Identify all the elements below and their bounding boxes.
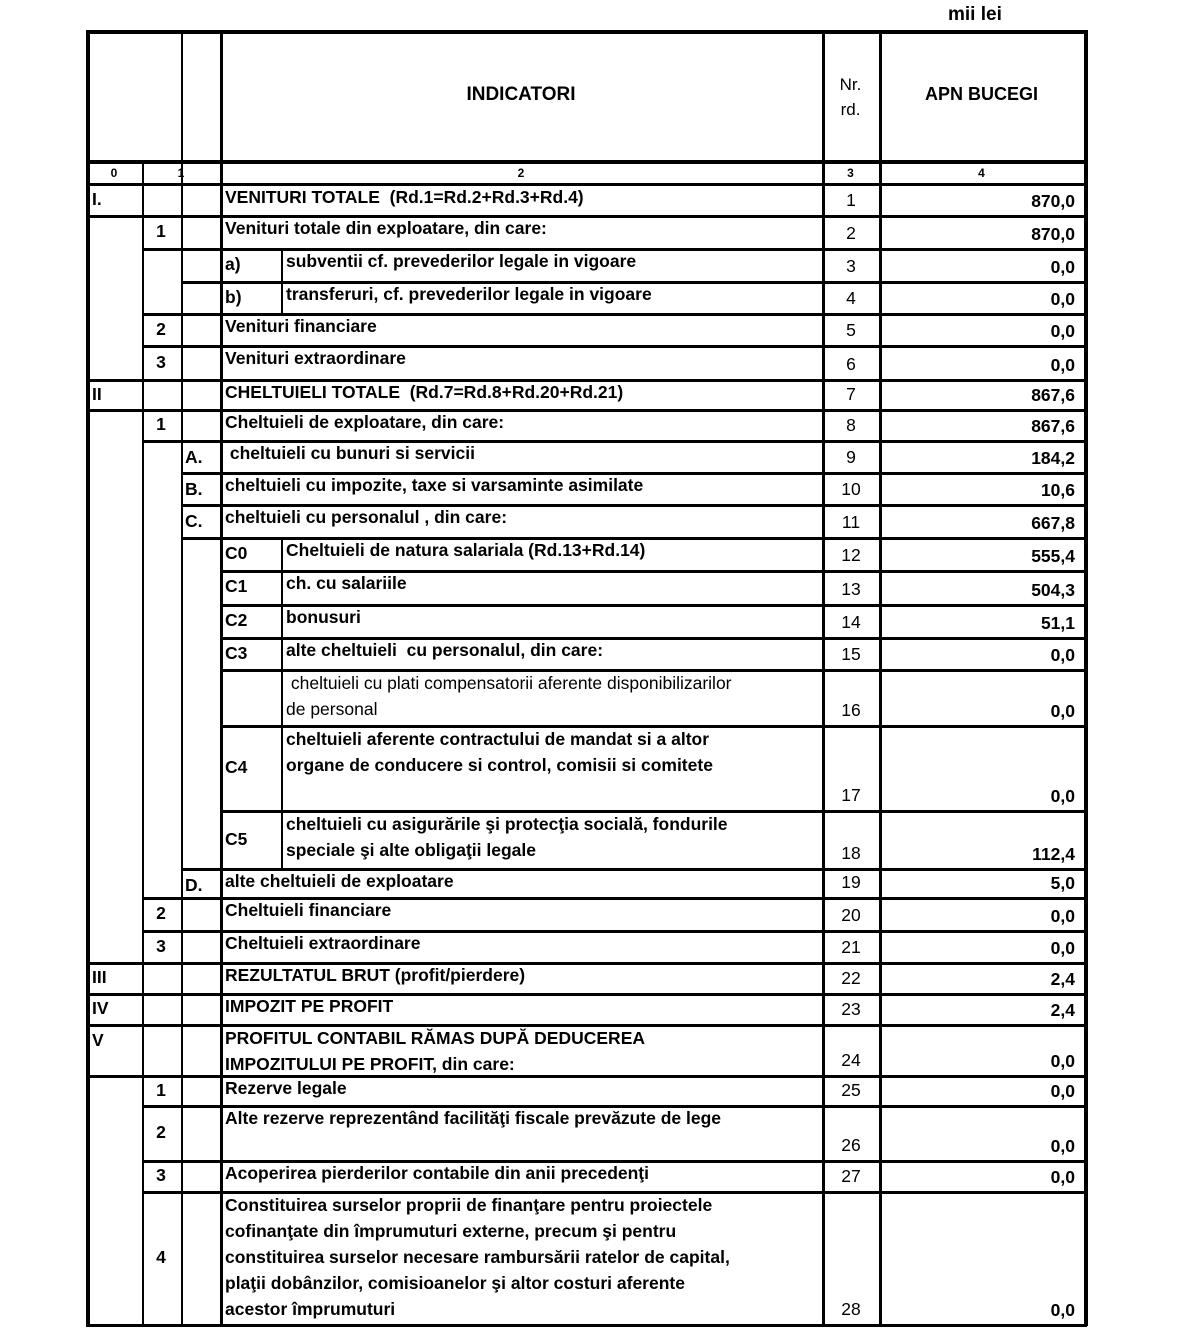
row-number: 25 (841, 1080, 861, 1100)
row-number: 5 (846, 320, 856, 340)
grid-line (281, 810, 283, 868)
row-value: 0,0 (1050, 786, 1075, 806)
row-indicator-text: REZULTATUL BRUT (profit/pierdere) (225, 965, 526, 985)
grid-line (281, 281, 283, 313)
row-level-1-number: 3 (156, 351, 166, 372)
row-subcode: C4 (225, 757, 248, 777)
row-number: 16 (841, 700, 861, 720)
row-level-1-number: 2 (156, 903, 166, 923)
grid-line (86, 1324, 220, 1327)
column-number-1: 1 (177, 166, 185, 180)
row-indicator-text: IMPOZIT PE PROFIT (225, 996, 394, 1016)
row-indicator-text: Cheltuieli extraordinare (225, 933, 421, 953)
row-subcode: C2 (225, 610, 248, 630)
row-roman-numeral: IV (92, 998, 109, 1018)
grid-line (181, 537, 220, 540)
row-indicator-text: Venituri extraordinare (225, 348, 406, 368)
header-apn: APN BUCEGI (924, 84, 1038, 104)
row-number: 1 (846, 190, 856, 210)
row-subcode: D. (185, 875, 203, 895)
row-indicator-text: alte cheltuieli cu personalul, din care: (286, 640, 604, 660)
row-indicator-text: alte cheltuieli de exploatare (225, 871, 454, 891)
header-indicatori: INDICATORI (466, 84, 576, 105)
row-value: 0,0 (1050, 257, 1075, 277)
row-number: 13 (841, 579, 861, 599)
row-subcode: a) (225, 254, 241, 274)
row-indicator-text: cheltuieli cu bunuri si servicii (225, 443, 475, 463)
row-value: 0,0 (1050, 1167, 1075, 1187)
row-value: 0,0 (1050, 321, 1075, 341)
row-number: 11 (841, 512, 861, 532)
row-number: 2 (846, 223, 856, 243)
row-value: 51,1 (1040, 613, 1075, 633)
row-roman-numeral: III (92, 967, 107, 987)
grid-line (220, 30, 223, 1326)
row-value: 667,8 (1031, 513, 1075, 533)
table-top-border (86, 30, 1087, 34)
header-nr-rd: Nr. rd. (839, 75, 862, 119)
row-number: 4 (846, 288, 856, 308)
unit-label: mii lei (948, 4, 1002, 25)
column-number-2: 2 (517, 166, 525, 180)
row-number: 23 (841, 999, 861, 1019)
row-level-1-number: 1 (156, 1079, 166, 1100)
row-indicator-text: subventii cf. prevederilor legale in vigoare (286, 251, 637, 271)
grid-line (181, 472, 220, 475)
grid-line (281, 570, 283, 604)
row-indicator-text: Venituri totale din exploatare, din care: (225, 218, 547, 238)
row-subcode: C3 (225, 643, 248, 663)
row-roman-numeral: II (92, 384, 102, 404)
row-number: 14 (841, 612, 861, 632)
row-value: 870,0 (1031, 191, 1075, 211)
grid-line (879, 30, 882, 1326)
row-indicator-text: transferuri, cf. prevederilor legale in vigoare (286, 284, 652, 304)
row-number: 12 (841, 545, 861, 565)
row-number: 26 (841, 1135, 861, 1155)
grid-line (281, 248, 283, 281)
table-right-border (1084, 30, 1088, 1326)
row-value: 0,0 (1050, 1051, 1075, 1071)
row-value: 5,0 (1050, 873, 1075, 893)
row-number: 8 (846, 415, 856, 435)
row-number: 15 (841, 644, 861, 664)
grid-line (86, 409, 220, 412)
row-value: 0,0 (1050, 289, 1075, 309)
grid-line (281, 669, 283, 725)
grid-line (86, 215, 220, 218)
row-value: 0,0 (1050, 645, 1075, 665)
row-subcode: C. (185, 511, 203, 531)
column-number-4: 4 (978, 166, 985, 180)
row-number: 10 (841, 479, 861, 499)
row-number: 24 (841, 1050, 861, 1070)
row-level-1-number: 2 (156, 1122, 166, 1142)
row-level-1-number: 4 (156, 1247, 166, 1267)
row-number: 3 (846, 256, 856, 276)
row-value: 2,4 (1050, 969, 1075, 989)
row-indicator-text: ch. cu salariile (286, 573, 407, 593)
row-number: 9 (846, 447, 856, 467)
row-value: 0,0 (1050, 1300, 1075, 1320)
row-subcode: C5 (225, 828, 248, 849)
row-subcode: B. (185, 479, 203, 499)
row-number: 27 (841, 1166, 861, 1186)
row-indicator-text: Constituirea surselor proprii de finanţare pentru proiectele cofinanţate din împrumuturi externe, precum şi pentru constituirea surselor necesare rambursării ratelor de capital, plaţii dobânzilor, comisioanelor şi altor costuri aferente acestor împrumuturi (225, 1195, 730, 1319)
row-value: 867,6 (1031, 416, 1075, 436)
row-value: 867,6 (1031, 385, 1075, 405)
row-indicator-text: Cheltuieli de natura salariala (Rd.13+Rd.14) (286, 540, 646, 560)
row-indicator-text: Alte rezerve reprezentând facilităţi fiscale prevăzute de lege (225, 1108, 722, 1128)
row-number: 19 (841, 872, 861, 892)
grid-line (220, 1324, 1087, 1327)
table-left-border (86, 30, 90, 1326)
row-number: 28 (841, 1299, 861, 1319)
row-number: 21 (841, 937, 861, 957)
grid-line (86, 1024, 220, 1027)
row-indicator-text: Cheltuieli financiare (225, 900, 392, 920)
row-value: 870,0 (1031, 224, 1075, 244)
row-level-1-number: 1 (156, 414, 166, 434)
grid-line (181, 868, 220, 871)
row-indicator-text: cheltuieli cu asigurările şi protecţia socială, fondurile speciale şi alte obligaţii legale (286, 814, 728, 860)
row-indicator-text: cheltuieli cu personalul , din care: (225, 507, 508, 527)
row-indicator-text: cheltuieli aferente contractului de mandat si a altor organe de conducere si control, comisii si comitete (286, 729, 713, 775)
row-value: 184,2 (1031, 448, 1075, 468)
row-indicator-text: Rezerve legale (225, 1078, 347, 1098)
column-number-3: 3 (847, 166, 854, 180)
row-indicator-text: cheltuieli cu impozite, taxe si varsaminte asimilate (225, 475, 644, 495)
row-value: 0,0 (1050, 906, 1075, 926)
row-indicator-text: VENITURI TOTALE (Rd.1=Rd.2+Rd.3+Rd.4) (225, 187, 584, 207)
grid-line (281, 537, 283, 570)
grid-line (181, 281, 220, 284)
column-number-0: 0 (110, 166, 118, 180)
row-indicator-text: bonusuri (286, 607, 361, 627)
grid-line (181, 183, 183, 1326)
row-subcode: C0 (225, 543, 248, 563)
row-indicator-text: cheltuieli cu plati compensatorii aferente disponibilizarilor de personal (286, 673, 732, 719)
row-value: 504,3 (1031, 580, 1075, 600)
grid-line (281, 725, 283, 810)
row-value: 0,0 (1050, 701, 1075, 721)
grid-line (281, 637, 283, 669)
row-number: 22 (841, 968, 861, 988)
row-value: 0,0 (1050, 1136, 1075, 1156)
grid-line (86, 379, 220, 382)
row-subcode: C1 (225, 576, 248, 596)
row-level-1-number: 1 (156, 221, 166, 241)
row-value: 555,4 (1031, 546, 1075, 566)
grid-line (86, 1075, 220, 1078)
row-level-1-number: 2 (156, 318, 166, 339)
row-value: 0,0 (1050, 1081, 1075, 1101)
row-subcode: A. (185, 447, 203, 467)
row-number: 20 (841, 905, 861, 925)
row-subcode: b) (225, 287, 242, 307)
row-indicator-text: CHELTUIELI TOTALE (Rd.7=Rd.8+Rd.20+Rd.21) (225, 382, 624, 402)
row-roman-numeral: V (92, 1030, 104, 1050)
row-indicator-text: Acoperirea pierderilor contabile din anii precedenţi (225, 1163, 649, 1183)
row-indicator-text: Venituri financiare (225, 316, 377, 336)
row-value: 10,6 (1040, 480, 1075, 500)
row-number: 17 (841, 785, 861, 805)
grid-line (181, 504, 220, 507)
row-indicator-text: PROFITUL CONTABIL RĂMAS DUPĂ DEDUCEREA IMPOZITULUI PE PROFIT, din care: (225, 1028, 646, 1074)
header-bottom-border (86, 160, 1087, 164)
row-level-1-number: 3 (156, 935, 166, 956)
row-value: 0,0 (1050, 355, 1075, 375)
row-number: 6 (846, 354, 856, 374)
row-indicator-text: Cheltuieli de exploatare, din care: (225, 412, 505, 432)
grid-line (281, 604, 283, 637)
row-value: 112,4 (1032, 844, 1075, 864)
row-value: 2,4 (1050, 1000, 1075, 1020)
row-level-1-number: 3 (156, 1165, 166, 1185)
row-value: 0,0 (1050, 938, 1075, 958)
row-number: 18 (841, 843, 861, 863)
row-roman-numeral: I. (92, 189, 102, 209)
row-number: 7 (846, 384, 856, 404)
